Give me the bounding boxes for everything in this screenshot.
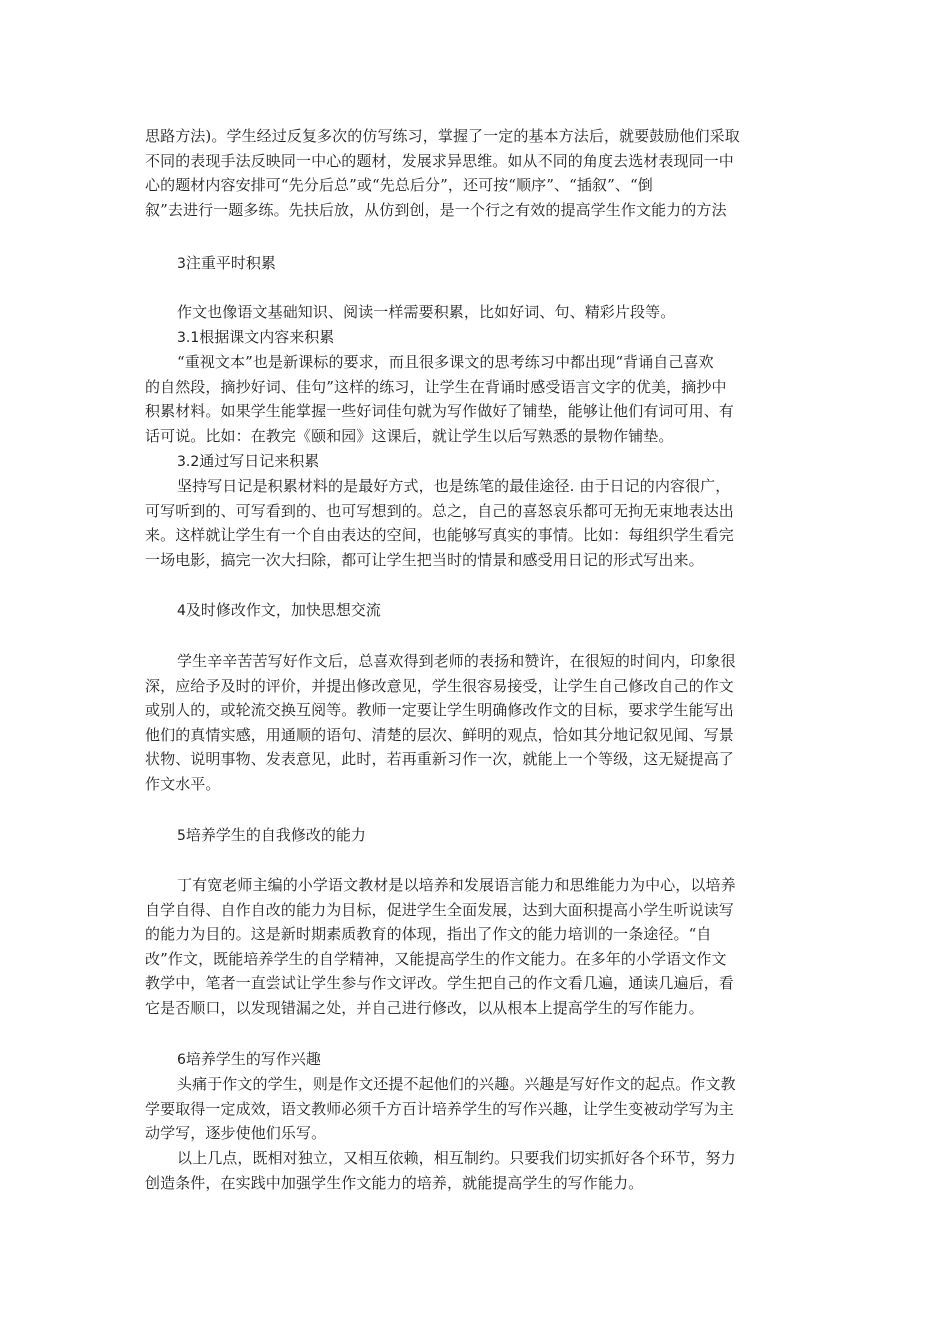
text-line: 坚持写日记是积累材料的是最好方式，也是练笔的最佳途径. 由于日记的内容很广， bbox=[177, 477, 731, 495]
text-line: 改”作文，既能培养学生的自学精神，又能提高学生的作文能力。在多年的小学语文作文 bbox=[145, 949, 727, 968]
section-heading-3-2 bbox=[177, 449, 319, 475]
text-line: 他们的真情实感，用通顺的语句、清楚的层次、鲜明的观点，恰如其分地记叙见闻、写景 bbox=[145, 725, 734, 744]
text-line: 思路方法)。学生经过反复多次的仿写练习，掌握了一定的基本方法后，就要鼓励他们采取 bbox=[145, 127, 740, 145]
text-line: 创造条件，在实践中加强学生作文能力的培养，就能提高学生的写作能力。 bbox=[145, 1173, 644, 1192]
text-line: 积累材料。如果学生能掌握一些好词佳句就为写作做好了铺垫，能够让他们有词可用、有 bbox=[145, 402, 734, 421]
paragraph-3-1 bbox=[145, 350, 807, 448]
paragraph-4 bbox=[145, 649, 807, 797]
text-line: 教学中，笔者一直尝试让学生参与作文评改。学生把自己的作文看几遍，通读几遍后，看 bbox=[145, 974, 734, 993]
text-line: 学生辛辛苦苦写好作文后，总喜欢得到老师的表扬和赞许，在很短的时间内，印象很 bbox=[177, 652, 736, 670]
section-title: 注重平时积累 bbox=[185, 254, 276, 272]
paragraph-3 bbox=[145, 300, 807, 325]
text-line: 话可说。比如：在教完《颐和园》这课后，就让学生以后写熟悉的景物作铺垫。 bbox=[145, 426, 674, 445]
text-line: 叙”去进行一题多练。先扶后放，从仿到创，是一个行之有效的提高学生作文能力的方法 bbox=[145, 200, 727, 219]
paragraph-intro bbox=[145, 124, 807, 222]
text-line: 心的题材内容安排可“先分后总”或“先总后分”，还可按“顺序”、“插叙”、“倒 bbox=[145, 176, 653, 195]
section-heading-3-1 bbox=[177, 325, 334, 351]
text-line: 它是否顺口，以发现错漏之处，并自己进行修改，以从根本上提高学生的写作能力。 bbox=[145, 998, 704, 1017]
section-heading-4 bbox=[177, 598, 381, 624]
section-number: 6 bbox=[177, 1052, 186, 1068]
paragraph-6 bbox=[145, 1072, 807, 1146]
text-line: 一场电影，搞完一次大扫除，都可让学生把当时的情景和感受用日记的形式写出来。 bbox=[145, 550, 704, 569]
paragraph-5 bbox=[145, 873, 807, 1021]
section-heading-3 bbox=[177, 251, 276, 277]
text-line: 或别人的，或轮流交换互阅等。教师一定要让学生明确修改作文的目标，要求学生能写出 bbox=[145, 701, 734, 720]
text-line: 自学自得、自作自改的能力为目标，促进学生全面发展，达到大面积提高小学生听说读写 bbox=[145, 900, 734, 919]
text-line: 深，应给予及时的评价，并提出修改意见，学生很容易接受，让学生自己修改自己的作文 bbox=[145, 676, 734, 695]
text-line: 头痛于作文的学生，则是作文还提不起他们的兴趣。兴趣是写好作文的起点。作文教 bbox=[177, 1075, 736, 1093]
section-number: 3.2 bbox=[177, 454, 200, 470]
text-line: 学要取得一定成效，语文教师必须千方百计培养学生的写作兴趣，让学生变被动学写为主 bbox=[145, 1099, 734, 1118]
text-line: 动学写，逐步使他们乐写。 bbox=[145, 1124, 327, 1143]
text-line: 作文水平。 bbox=[145, 774, 221, 793]
paragraph-conclusion bbox=[145, 1146, 807, 1195]
section-title: 培养学生的写作兴趣 bbox=[185, 1050, 321, 1068]
section-number: 4 bbox=[177, 603, 186, 619]
section-title: 通过写日记来积累 bbox=[199, 452, 320, 470]
text-line: 作文也像语文基础知识、阅读一样需要积累，比如好词、句、精彩片段等。 bbox=[177, 303, 676, 321]
text-line: “重视文本”也是新课标的要求，而且很多课文的思考练习中都出现“背诵自己喜欢 bbox=[177, 353, 714, 371]
paragraph-3-2 bbox=[145, 474, 807, 572]
section-title: 培养学生的自我修改的能力 bbox=[185, 826, 366, 844]
text-line: 不同的表现手法反映同一中心的题材，发展求异思维。如从不同的角度去选材表现同一中 bbox=[145, 151, 734, 170]
section-number: 5 bbox=[177, 828, 186, 844]
text-line: 丁有宽老师主编的小学语文教材是以培养和发展语言能力和思维能力为中心，以培养 bbox=[177, 876, 736, 894]
text-line: 状物、说明事物、发表意见，此时，若再重新习作一次，就能上一个等级，这无疑提高了 bbox=[145, 750, 734, 769]
section-heading-5 bbox=[177, 823, 366, 849]
section-number: 3 bbox=[177, 256, 186, 272]
section-title: 及时修改作文，加快思想交流 bbox=[185, 601, 381, 619]
section-heading-6 bbox=[177, 1047, 321, 1073]
section-number: 3.1 bbox=[177, 330, 200, 346]
section-title: 根据课文内容来积累 bbox=[199, 328, 335, 346]
text-line: 来。这样就让学生有一个自由表达的空间，也能够写真实的事情。比如：每组织学生看完 bbox=[145, 526, 734, 545]
text-line: 的自然段，摘抄好词、佳句”这样的练习，让学生在背诵时感受语言文字的优美，摘抄中 bbox=[145, 377, 727, 396]
text-line: 以上几点，既相对独立，又相互依赖，相互制约。只要我们切实抓好各个环节，努力 bbox=[177, 1149, 736, 1167]
text-line: 可写听到的、可写看到的、也可写想到的。总之，自己的喜怒哀乐都可无拘无束地表达出 bbox=[145, 501, 734, 520]
text-line: 的能力为目的。这是新时期素质教育的体现，指出了作文的能力培训的一条途径。“自 bbox=[145, 925, 712, 944]
